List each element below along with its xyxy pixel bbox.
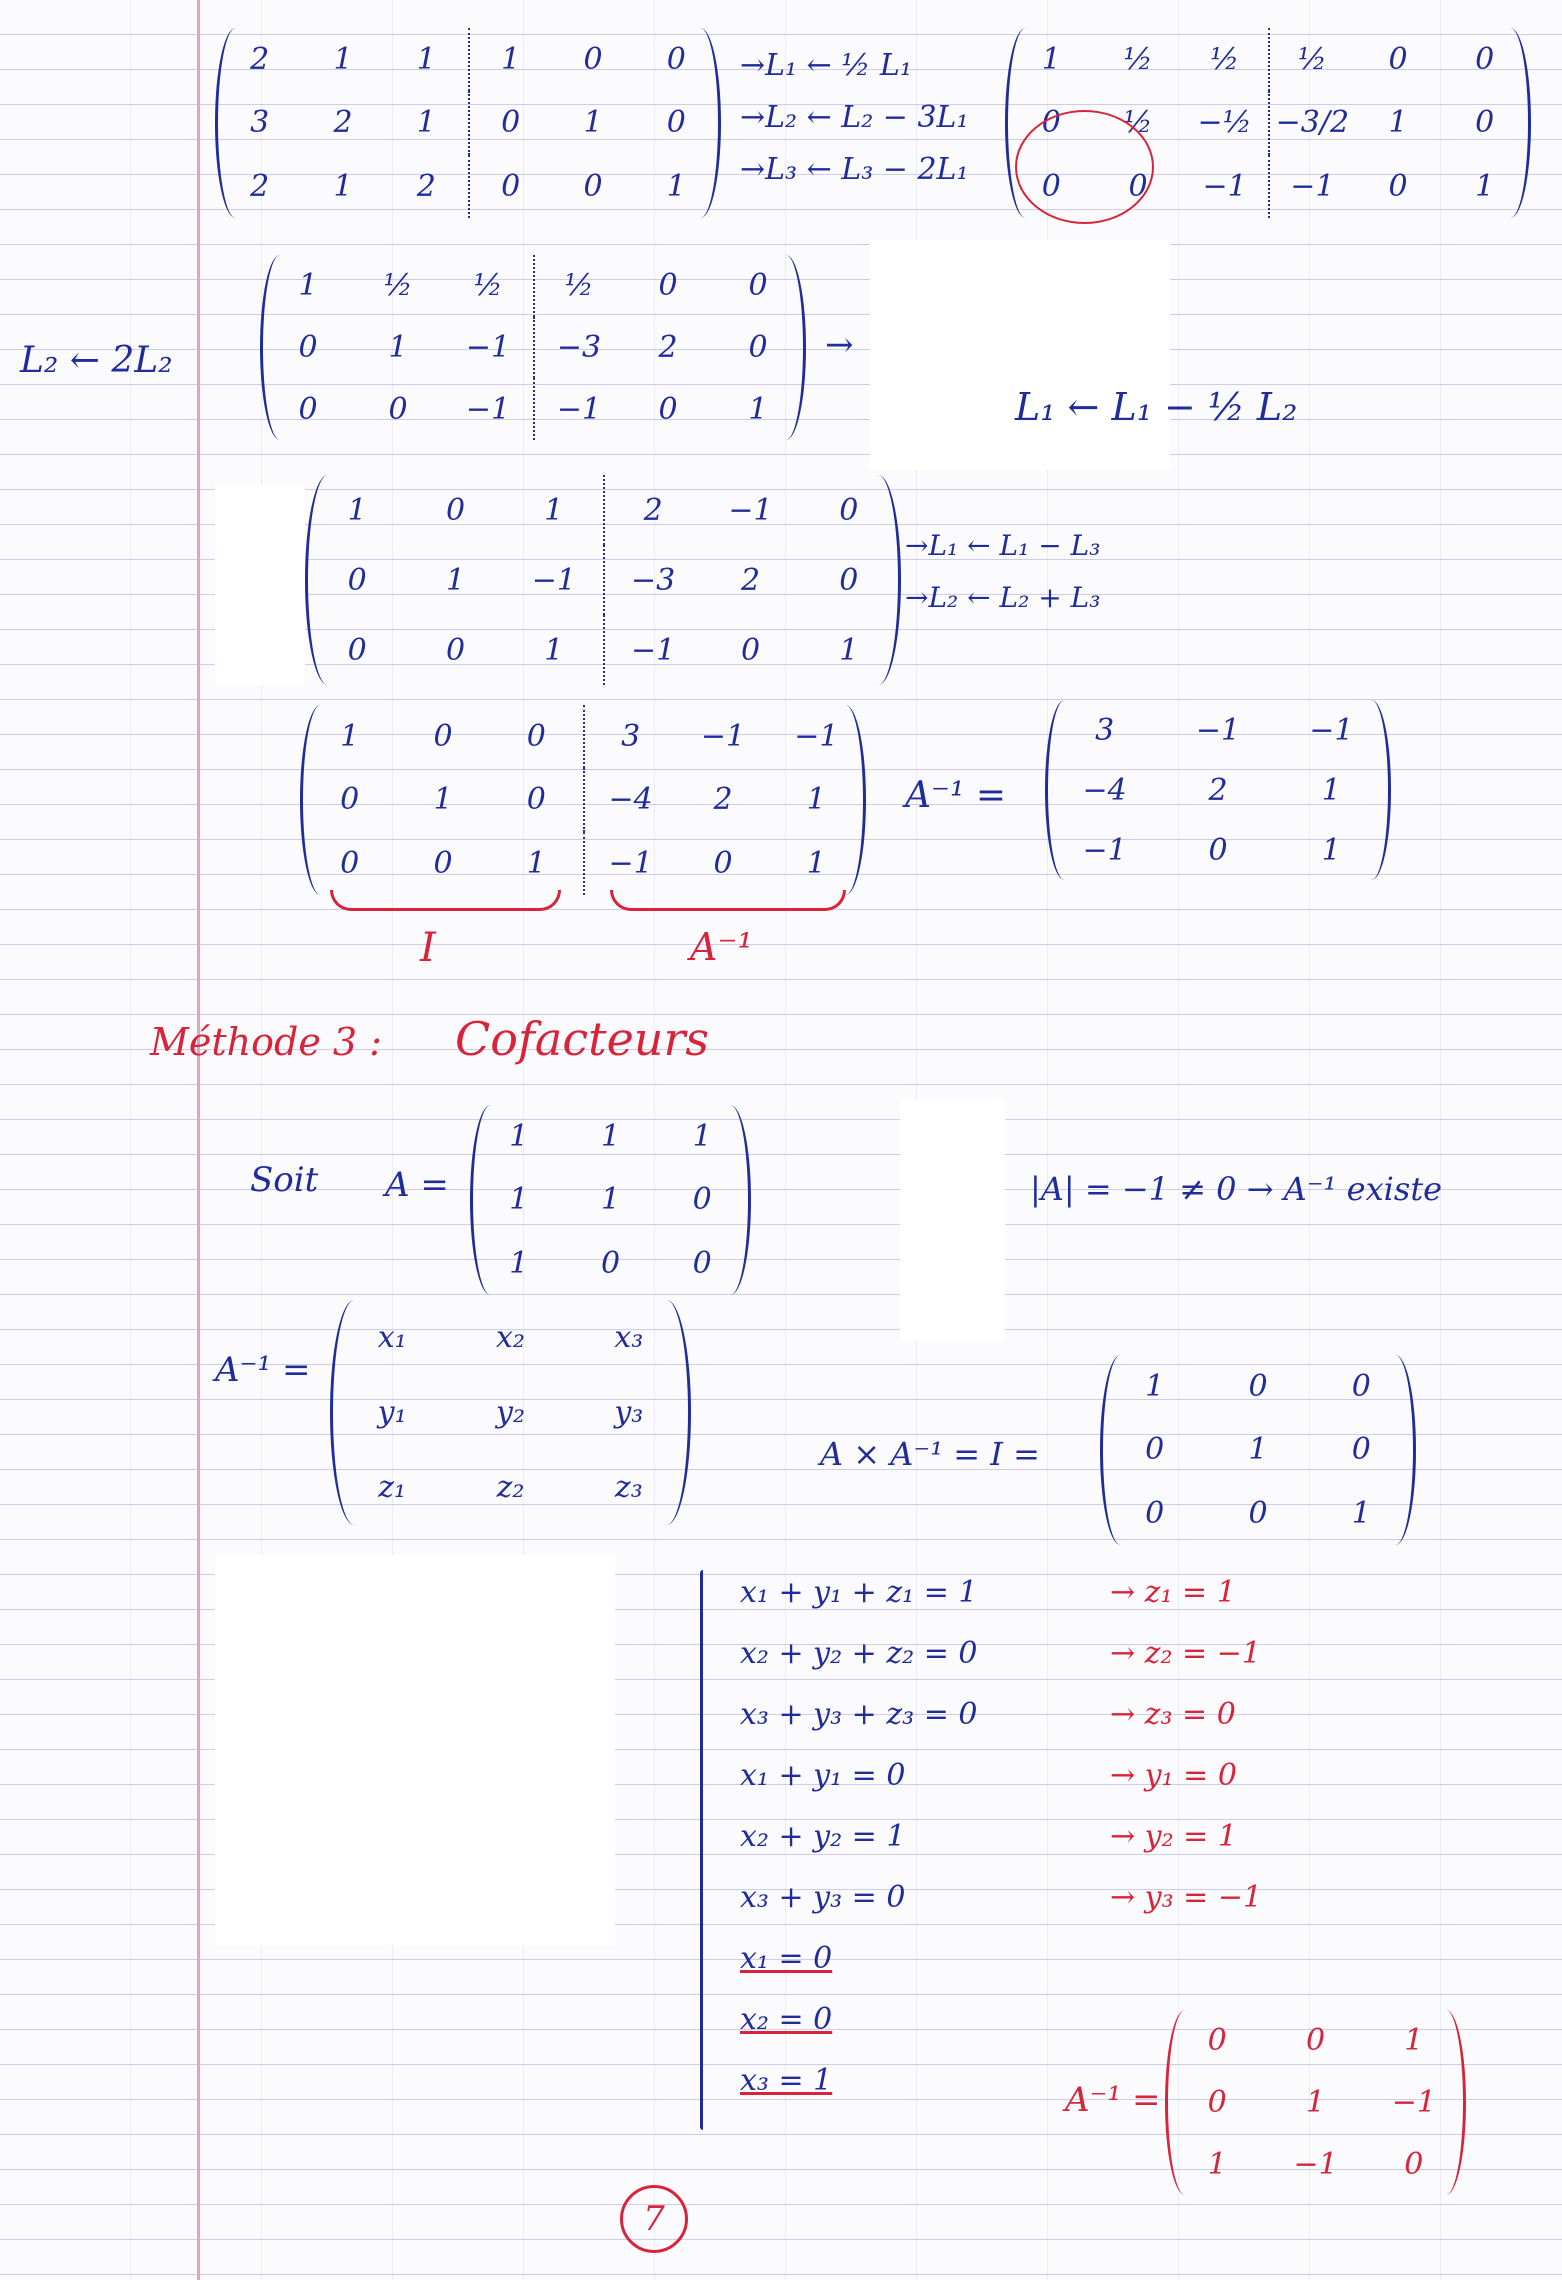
matrix-cell: x₂	[496, 1320, 525, 1355]
matrix-cell: −1	[465, 391, 511, 427]
matrix-cell: −4	[583, 768, 676, 831]
matrix-cell: 2	[250, 168, 270, 204]
matrix-cell: 0	[347, 632, 367, 668]
matrix-cell: 0	[433, 719, 453, 755]
matrix-cell: 1	[839, 632, 859, 668]
matrix-cell: 0	[1248, 1369, 1268, 1405]
matrix-identity	[1100, 1355, 1416, 1545]
matrix-cell: −1	[728, 492, 773, 528]
solution-line: → z₃ = 0	[1110, 1697, 1236, 1732]
matrix-cell: −1	[465, 329, 511, 365]
matrix-cell: 0	[1208, 832, 1228, 868]
matrix-cell: 0	[583, 168, 603, 204]
matrix-cell: 0	[298, 391, 318, 427]
matrix-cell: 0	[740, 632, 761, 668]
matrix-cell: 0	[1207, 2084, 1227, 2120]
matrix-cell: 0	[1145, 1432, 1165, 1468]
matrix-cell: x₁	[377, 1320, 407, 1355]
matrix-cell: 1	[544, 632, 564, 668]
matrix-cell: 1	[1207, 2146, 1227, 2182]
matrix-cell: 1	[583, 105, 603, 141]
matrix-cell: 0	[1351, 1432, 1371, 1468]
solution-line: → y₂ = 1	[1110, 1819, 1237, 1854]
matrix-cell: ½	[473, 268, 503, 304]
matrix-step4	[300, 705, 866, 895]
matrix-cell: y₂	[496, 1395, 525, 1430]
arrow-step2: →	[825, 325, 854, 365]
matrix-cell: 0	[1305, 2023, 1326, 2059]
equation-line: x₂ + y₂ + z₂ = 0	[740, 1636, 978, 1671]
matrix-cell: 0	[445, 492, 466, 528]
red-circle-mark	[1015, 110, 1154, 224]
label-inverse: A⁻¹	[690, 925, 753, 969]
matrix-cell: 1	[692, 1119, 712, 1155]
matrix-cell: 1	[1248, 1432, 1268, 1468]
matrix-cell: 0	[839, 492, 859, 528]
matrix-cell: 0	[748, 268, 768, 304]
matrix-cell: −1	[794, 719, 839, 755]
matrix-cell: 1	[666, 168, 686, 204]
matrix-cell: 1	[544, 492, 564, 528]
matrix-cell: 0	[298, 329, 318, 365]
matrix-final-inverse	[1165, 2010, 1466, 2195]
matrix-cell: −3	[603, 545, 701, 615]
op: →L₁ ← ½ L₁	[740, 48, 912, 83]
matrix-cell: 0	[388, 391, 408, 427]
matrix-cell: 1	[416, 105, 436, 141]
matrix-cell: y₃	[614, 1395, 644, 1430]
matrix-cell: −1	[583, 832, 676, 895]
matrix-cell: 0	[1351, 1369, 1371, 1405]
matrix-cell: 1	[526, 845, 546, 881]
equation-line: x₁ = 0	[740, 1941, 833, 1976]
blank-patch	[870, 240, 1170, 470]
matrix-cell: 0	[658, 391, 678, 427]
matrix-cell: −1	[1202, 168, 1247, 204]
matrix-cell: −1	[1293, 2146, 1338, 2182]
matrix-cell: ½	[1268, 28, 1355, 91]
matrix-cell: 1	[806, 845, 826, 881]
blank-patch	[215, 1555, 615, 1945]
matrix-cell: 0	[666, 42, 686, 78]
final-label: A⁻¹ =	[1065, 2080, 1161, 2120]
matrix-cell: 0	[713, 845, 733, 881]
method-heading: Méthode 3 :	[150, 1020, 382, 1064]
matrix-cell: 1	[333, 168, 353, 204]
matrix-cell: 1	[600, 1119, 621, 1155]
matrix-cell: ½	[383, 268, 413, 304]
matrix-cell: 0	[692, 1245, 712, 1281]
matrix-cell: 0	[347, 562, 367, 598]
a-label: A =	[385, 1165, 449, 1205]
method-title: Cofacteurs	[455, 1012, 710, 1066]
matrix-cell: 0	[468, 91, 551, 154]
matrix-cell: y₁	[377, 1395, 407, 1430]
blank-patch	[215, 485, 305, 685]
matrix-cell: 0	[600, 1245, 621, 1281]
solution-line: → y₃ = −1	[1110, 1880, 1263, 1915]
op: →L₁ ← L₁ − L₃	[905, 529, 1101, 562]
matrix-cell: −½	[1197, 105, 1252, 141]
matrix-step3	[305, 475, 901, 685]
matrix-cell: 3	[1095, 712, 1115, 748]
matrix-cell: 0	[1388, 168, 1408, 204]
matrix-cell: 1	[509, 1119, 529, 1155]
matrix-cell: 1	[298, 268, 318, 304]
matrix-cell: −1	[1391, 2084, 1436, 2120]
matrix-cell: ½	[1123, 105, 1153, 141]
matrix-cell: 1	[416, 42, 436, 78]
matrix-cell: 1	[1145, 1369, 1165, 1405]
matrix-cell: −1	[603, 615, 701, 685]
matrix-cell: 3	[583, 705, 676, 768]
matrix-cell: 0	[526, 719, 546, 755]
matrix-cell: ½	[1210, 42, 1240, 78]
matrix-cell: 1	[600, 1182, 621, 1218]
matrix-cell: −1	[1309, 712, 1354, 748]
matrix-cell: 0	[1248, 1495, 1268, 1531]
matrix-step2	[260, 255, 806, 440]
brace-inverse	[610, 890, 846, 911]
matrix-cell: −1	[531, 562, 576, 598]
solution-line: → z₂ = −1	[1110, 1636, 1261, 1671]
matrix-cell: 1	[1351, 1495, 1371, 1531]
matrix-cell: 0	[1145, 1495, 1165, 1531]
matrix-cell: 0	[1041, 105, 1061, 141]
solution-line: → z₁ = 1	[1110, 1575, 1236, 1610]
matrix-cell: 0	[433, 845, 453, 881]
matrix-cell: 3	[250, 105, 270, 141]
matrix-cell: 2	[713, 782, 733, 818]
matrix-cell: 2	[740, 562, 761, 598]
matrix-cell: 2	[333, 105, 353, 141]
matrix-cell: 0	[658, 268, 678, 304]
soit-label: Soit	[250, 1160, 319, 1200]
matrix-cell: ½	[533, 255, 623, 317]
margin-line	[197, 0, 200, 2280]
blank-patch	[900, 1100, 1005, 1340]
op-right-step2: L₁ ← L₁ − ½ L₂	[1015, 385, 1298, 429]
matrix-cell: 0	[1475, 42, 1495, 78]
matrix-cell: 0	[1041, 168, 1061, 204]
matrix-cell: 1	[1475, 168, 1495, 204]
matrix-cell: 1	[468, 28, 551, 91]
matrix-cell: −3/2	[1268, 91, 1355, 154]
matrix-cell: −1	[700, 719, 746, 755]
matrix-step1	[215, 28, 721, 218]
equation-line: x₃ = 1	[740, 2063, 833, 2098]
matrix-cell: 1	[748, 391, 768, 427]
matrix-cell: 2	[658, 329, 678, 365]
matrix-cell: ½	[1123, 42, 1153, 78]
ops-step1	[740, 40, 969, 196]
matrix-cell: 1	[806, 782, 826, 818]
matrix-cell: 1	[1305, 2084, 1326, 2120]
matrix-cell: 1	[509, 1182, 529, 1218]
matrix-cell: 1	[1388, 105, 1408, 141]
matrix-unknowns	[330, 1300, 691, 1525]
system-brace	[700, 1570, 703, 2130]
matrix-cell: z₁	[378, 1470, 407, 1505]
matrix-cell: 0	[1404, 2146, 1424, 2182]
determinant-statement: |A| = −1 ≠ 0 → A⁻¹ existe	[1030, 1170, 1443, 1208]
matrix-cell: z₃	[614, 1470, 643, 1505]
matrix-cell: 0	[340, 845, 360, 881]
matrix-cell: 1	[1321, 832, 1341, 868]
matrix-cell: 1	[388, 329, 408, 365]
matrix-cell: 2	[250, 42, 270, 78]
matrix-cell: 0	[468, 155, 551, 218]
result-label: A⁻¹ =	[905, 775, 1007, 816]
matrix-cell: 0	[340, 782, 360, 818]
op-left-step2: L₂ ← 2L₂	[20, 340, 173, 381]
matrix-cell: −1	[1195, 712, 1241, 748]
matrix-cell: 1	[445, 562, 466, 598]
equation-line: x₁ + y₁ + z₁ = 1	[740, 1575, 978, 1610]
matrix-cell: x₃	[614, 1320, 644, 1355]
matrix-cell: 2	[603, 475, 701, 545]
matrix-cell: 1	[333, 42, 353, 78]
matrix-inverse-result	[1045, 700, 1391, 880]
matrix-cell: −4	[1082, 772, 1127, 808]
matrix-cell: −3	[533, 317, 623, 379]
matrix-cell: 0	[1388, 42, 1408, 78]
matrix-cell: 1	[1404, 2023, 1424, 2059]
matrix-cell: 1	[1321, 772, 1341, 808]
label-identity: I	[420, 925, 436, 971]
matrix-cell: 0	[1475, 105, 1495, 141]
ops-step3	[905, 520, 1100, 624]
op: →L₂ ← L₂ − 3L₁	[740, 100, 969, 135]
inv-label: A⁻¹ =	[215, 1350, 311, 1390]
matrix-cell: −1	[533, 378, 623, 440]
matrix-cell: 1	[340, 719, 360, 755]
matrix-cell: −1	[1082, 832, 1127, 868]
matrix-A	[470, 1105, 751, 1295]
equation-line: x₃ + y₃ = 0	[740, 1880, 906, 1915]
matrix-cell: 0	[1207, 2023, 1227, 2059]
op: →L₃ ← L₃ − 2L₁	[740, 152, 969, 187]
equation-line: x₂ = 0	[740, 2002, 833, 2037]
matrix-cell: 1	[347, 492, 367, 528]
matrix-cell: −1	[1268, 155, 1355, 218]
matrix-cell: 1	[433, 782, 453, 818]
equation-line: x₁ + y₁ = 0	[740, 1758, 906, 1793]
matrix-cell: 0	[445, 632, 466, 668]
matrix-cell: z₂	[496, 1470, 525, 1505]
matrix-cell: 0	[692, 1182, 712, 1218]
matrix-cell: 1	[1041, 42, 1061, 78]
equation-line: x₃ + y₃ + z₃ = 0	[740, 1697, 978, 1732]
solution-line: → y₁ = 0	[1110, 1758, 1237, 1793]
matrix-cell: 0	[748, 329, 768, 365]
product-label: A × A⁻¹ = I =	[820, 1435, 1040, 1473]
matrix-cell: 0	[666, 105, 686, 141]
page-number: 7	[620, 2185, 688, 2253]
matrix-cell: 2	[1208, 772, 1228, 808]
matrix-cell: 0	[839, 562, 859, 598]
matrix-cell: 0	[1128, 168, 1148, 204]
matrix-cell: 0	[526, 782, 546, 818]
brace-identity	[330, 890, 561, 911]
matrix-cell: 2	[416, 168, 436, 204]
matrix-cell: 1	[509, 1245, 529, 1281]
op: →L₂ ← L₂ + L₃	[905, 581, 1101, 614]
matrix-cell: 0	[583, 42, 603, 78]
equation-line: x₂ + y₂ = 1	[740, 1819, 906, 1854]
